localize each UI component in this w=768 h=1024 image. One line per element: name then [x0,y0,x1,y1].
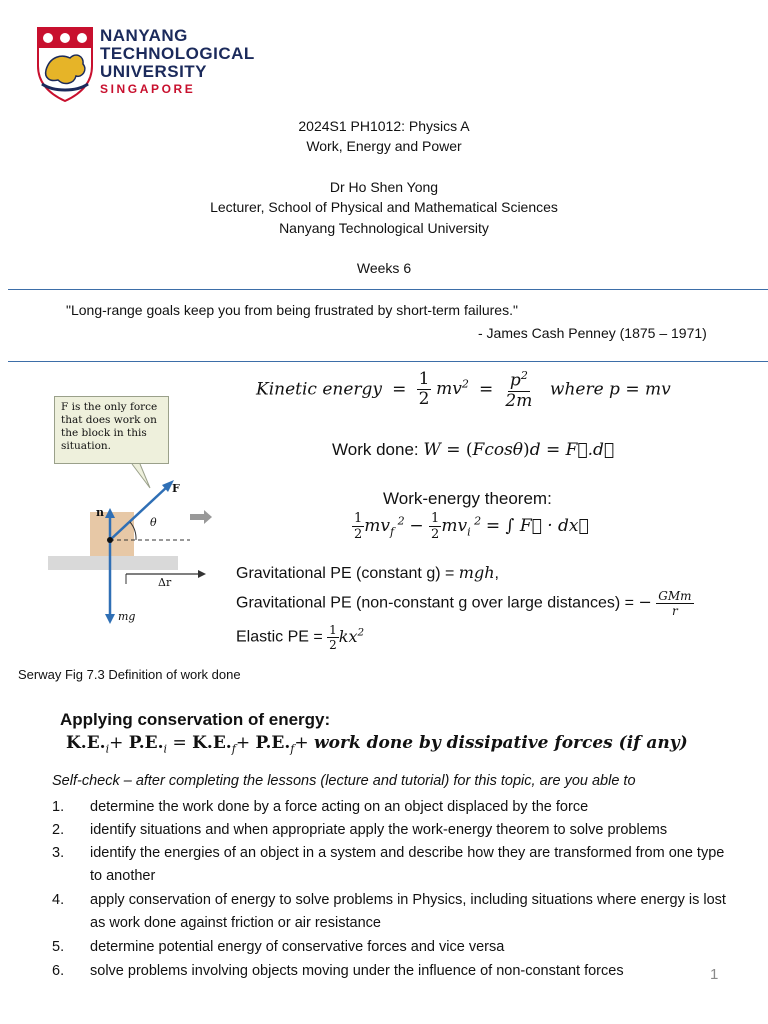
selfcheck-item-text: identify situations and when appropriate apply the work-energy theorem to solve problems [90,822,668,838]
conservation-heading: Applying conservation of energy: [60,710,331,729]
kinetic-energy-formula: Kinetic energy = $\frac{1}{2}$ $mv^2$ = $\frac{p^2}{2m}$ where p = mv [256,369,671,411]
selfcheck-item-text: determine the work done by a force acting on an object displaced by the force [90,799,589,815]
gpe-constant-label: Gravitational PE (constant g) = [236,565,455,582]
label-weight-mg: mg [118,610,136,623]
gpe-nonconstant-label: Gravitational PE (non-constant g over large distances) = [236,594,634,612]
divider-bottom [8,361,768,362]
selfcheck-item-number: 4. [52,892,65,908]
work-energy-theorem-formula: $\frac{1}{2}$ $mv_f$ $^2$ − $\frac{1}{2}$ $mv_i$ $^2$ = ∫ F⃗ · dx⃗ [354,511,589,542]
weeks-label: Weeks 6 [356,260,412,276]
ntu-crest-icon [36,26,94,102]
topic-title: Work, Energy and Power [306,138,462,154]
course-title: 2024S1 PH1012: Physics A [298,118,470,134]
label-force-F: F [172,482,180,495]
elastic-pe: Elastic PE = $\frac{1}{2}$ $kx^2$ [236,623,365,652]
selfcheck-item-number: 1. [52,799,65,815]
logo-line-4: SINGAPORE [100,82,196,96]
work-figure [40,388,230,638]
selfcheck-item-text: identify the energies of an object in a system and describe how they are transformed from one type to another [90,845,725,884]
kinetic-energy-label: Kinetic energy [256,379,383,400]
where-label: where [549,379,604,400]
selfcheck-item-number: 5. [52,939,65,955]
selfcheck-item-text: solve problems involving objects moving under the influence of non-constant forces [90,963,624,979]
work-done-formula: Work done: W = (Fcosθ)d = F⃗.d⃗ [332,440,615,460]
gpe-nonconstant: Gravitational PE (non-constant g over large distances) = − $\frac{\text{GMm}}{r}$ [236,589,692,618]
lecturer-role: Lecturer, School of Physical and Mathematical Sciences [210,199,558,215]
gpe-constant: Gravitational PE (constant g) = mgh, [236,563,499,582]
quote-text: "Long-range goals keep you from being frustrated by short-term failures." [66,302,518,318]
dissipative-work-term: work done by dissipative forces (if any) [314,733,688,753]
selfcheck-item-number: 3. [52,845,65,861]
figure-caption: Serway Fig 7.3 Definition of work done [18,667,241,682]
divider-top [8,289,768,290]
logo-line-3: UNIVERSITY [100,62,208,81]
selfcheck-item-number: 6. [52,963,65,979]
lecturer-name: Dr Ho Shen Yong [329,179,439,195]
ntu-logo [36,26,255,104]
elastic-pe-label: Elastic PE = [236,628,323,646]
page-number: 1 [710,966,719,983]
force-diagram [40,388,230,638]
selfcheck-item-number: 2. [52,822,65,838]
logo-line-1: NANYANG [100,26,188,45]
selfcheck-intro: Self-check – after completing the lessons (lecture and tutorial) for this topic, are you able to [52,773,636,789]
conservation-formula: $K.E._i+ P.E._i = K.E._f+ P.E._f+$ work done by dissipative forces (if any) [66,733,688,756]
logo-line-2: TECHNOLOGICAL [100,44,255,63]
work-done-label: Work done: [332,440,419,459]
work-energy-theorem-label: Work-energy theorem: [383,489,552,508]
university-name: Nanyang Technological University [279,220,489,236]
figure-callout-text: F is the only force that does work on the block in this situation. [61,401,158,452]
quote-author: - James Cash Penney (1875 – 1971) [478,325,707,341]
label-displacement: Δr [158,576,172,589]
selfcheck-item-text: determine potential energy of conservative forces and vice versa [90,939,505,955]
selfcheck-item-text: apply conservation of energy to solve problems in Physics, including situations where energy is lost as work done against friction or air resistance [90,892,726,931]
label-normal-n: n [96,506,104,519]
label-theta: θ [150,516,157,529]
